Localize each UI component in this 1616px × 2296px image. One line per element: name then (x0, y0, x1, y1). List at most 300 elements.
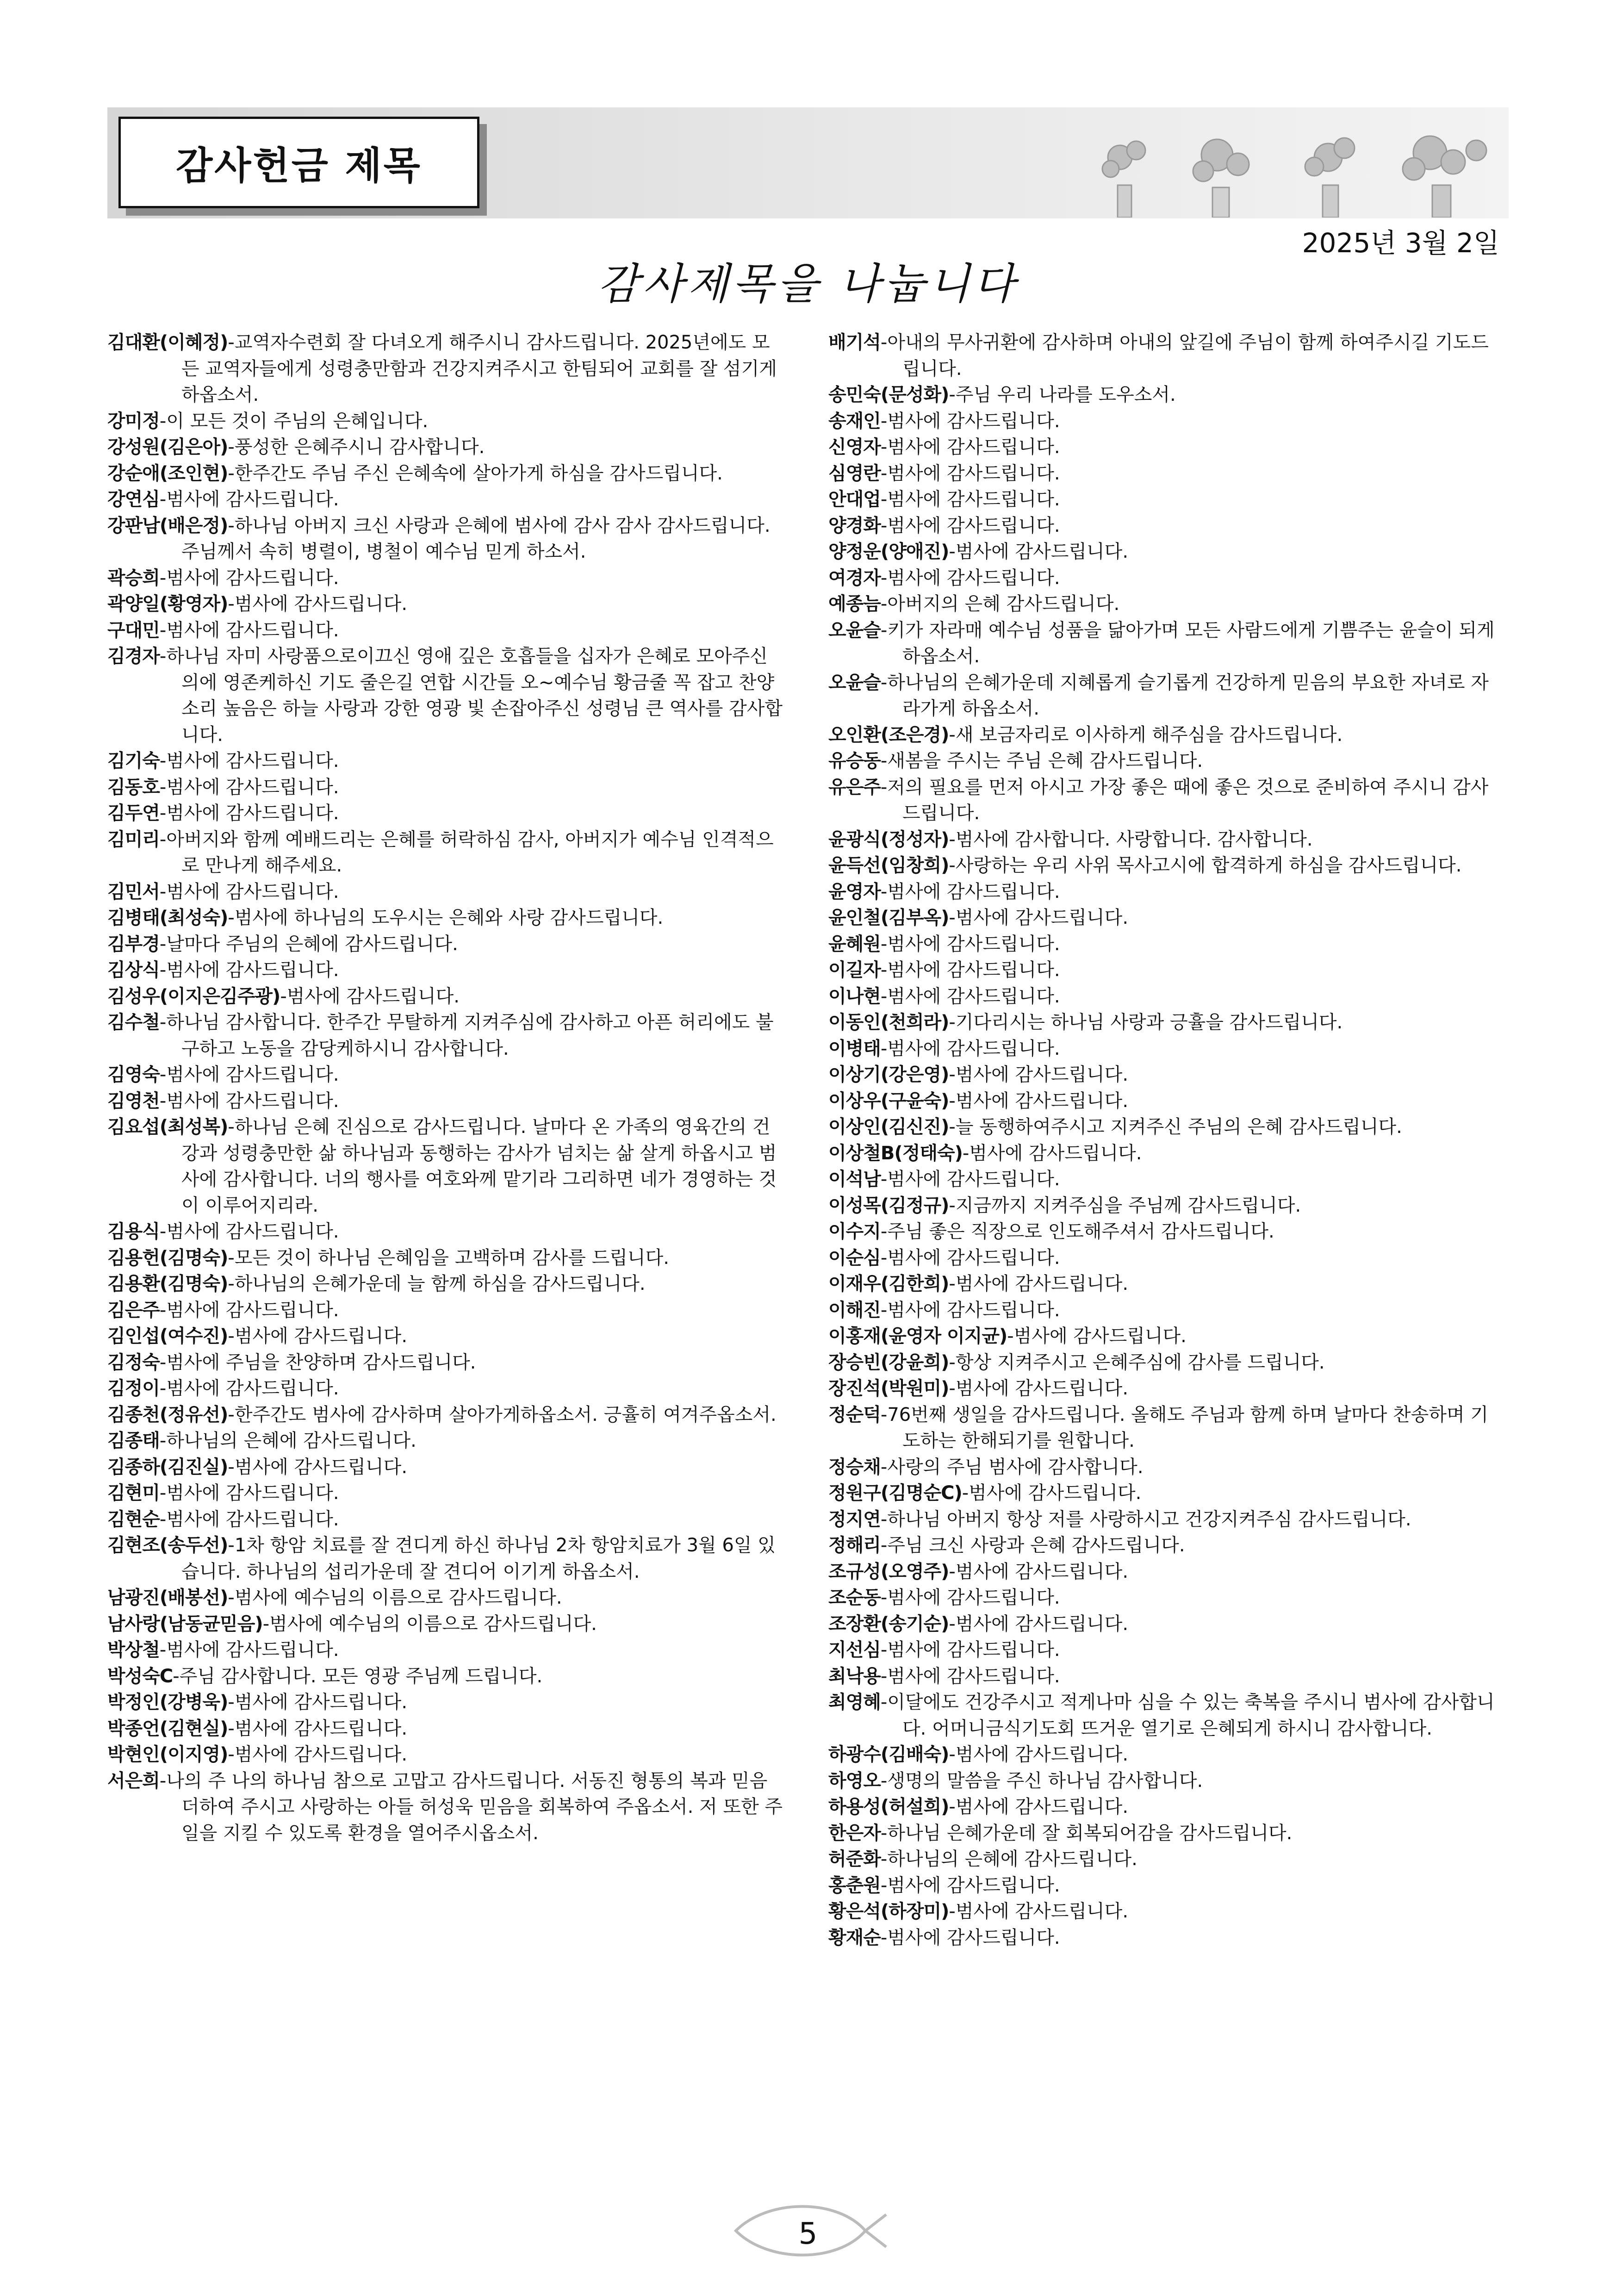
entry-text: -범사에 감사드립니다. (949, 1561, 1129, 1582)
entry-text: -지금까지 지켜주심을 주님께 감사드립니다. (949, 1195, 1301, 1216)
prayer-entry (107, 1742, 788, 1768)
entry-name: 양경화 (828, 515, 881, 536)
entry-name: 홍춘원 (828, 1874, 881, 1896)
entry-text: -키가 자라매 예수님 성품을 닮아가며 모든 사람드에게 기쁨주는 윤슬이 되게 하옵소서. (880, 619, 1495, 667)
right-column (828, 330, 1499, 1951)
entry-name: 황재순 (828, 1927, 881, 1948)
entry-name: 한은자 (828, 1822, 881, 1844)
entry-text: -주님 좋은 직장으로 인도해주셔서 감사드립니다. (880, 1221, 1274, 1242)
entry-text: -저의 필요를 먼저 아시고 가장 좋은 때에 좋은 것으로 준비하여 주시니 감사드립니다. (880, 776, 1489, 824)
entry-name: 이상우(구윤숙) (828, 1090, 949, 1112)
entry-text: -1차 항암 치료를 잘 견디게 하신 하나님 2차 항암치료가 3월 6일 있습니다. 하나님의 섭리가운데 잘 견디어 이기게 하옵소서. (181, 1535, 776, 1582)
prayer-entry (828, 1506, 1499, 1533)
entry-name: 김현미 (107, 1482, 160, 1504)
entry-text: -범사에 감사드립니다. (962, 1142, 1142, 1164)
prayer-entry (828, 1925, 1499, 1951)
entry-text: -범사에 감사드립니다. (949, 1273, 1129, 1294)
entry-name: 윤영자 (828, 881, 881, 902)
entry-name: 김은주 (107, 1299, 160, 1321)
entry-text: -사랑하는 우리 사위 목사고시에 합격하게 하심을 감사드립니다. (949, 855, 1462, 876)
entry-name: 남사랑(남동균믿음) (107, 1613, 263, 1635)
entry-name: 남광진(배봉선) (107, 1587, 228, 1608)
prayer-entry (107, 434, 788, 460)
entry-text: -하나님 감사합니다. 한주간 무탈하게 지켜주심에 감사하고 아픈 허리에도 불구하고 노동을 감당케하시니 감사합니다. (159, 1012, 774, 1059)
title-box (118, 117, 479, 208)
entry-text: -범사에 감사드립니다. (880, 1639, 1060, 1661)
entry-name: 강판남(배은정) (107, 515, 228, 536)
entry-text: -범사에 감사드립니다. (880, 985, 1060, 1007)
entry-text: -범사에 감사드립니다. (1007, 1325, 1187, 1347)
entry-name: 서은희 (107, 1770, 160, 1792)
prayer-entry (107, 565, 788, 591)
entry-name: 조순동 (828, 1587, 881, 1608)
prayer-entry (107, 1663, 788, 1690)
entry-name: 김경자 (107, 646, 160, 667)
page-title: 감사헌금 제목 (176, 143, 422, 188)
prayer-entry (828, 1480, 1499, 1506)
prayer-entry (107, 1689, 788, 1716)
entry-text: -한주간도 주님 주신 은혜속에 살아가게 하심을 감사드립니다. (228, 462, 723, 484)
prayer-entry (828, 1611, 1499, 1637)
prayer-entry (828, 852, 1499, 879)
prayer-entry (107, 1428, 788, 1454)
prayer-entry (828, 1088, 1499, 1114)
prayer-entry (828, 617, 1499, 670)
entry-name: 곽승희 (107, 567, 160, 589)
entry-text: -범사에 감사드립니다. (880, 515, 1060, 536)
entry-text: -범사에 감사드립니다. (228, 1325, 408, 1347)
entry-text: -기다리시는 하나님 사랑과 긍휼을 감사드립니다. (949, 1012, 1343, 1033)
entry-name: 이병태 (828, 1038, 881, 1059)
prayer-entry (107, 1297, 788, 1324)
prayer-entry (828, 1350, 1499, 1376)
prayer-entry (828, 565, 1499, 591)
entry-name: 최낙용 (828, 1665, 881, 1687)
prayer-entry (107, 1506, 788, 1533)
entry-name: 유승동 (828, 750, 881, 772)
prayer-entry (828, 1689, 1499, 1742)
prayer-entry (107, 1716, 788, 1742)
prayer-entry (107, 983, 788, 1010)
prayer-entry (107, 1454, 788, 1481)
entry-name: 이길자 (828, 959, 881, 981)
prayer-entry (107, 1532, 788, 1585)
entry-text: -범사에 감사드립니다. (228, 1692, 408, 1713)
entry-name: 윤혜원 (828, 933, 881, 955)
entry-name: 김성우(이지은김주광) (107, 985, 280, 1007)
entry-text: -아내의 무사귀환에 감사하며 아내의 앞길에 주님이 함께 하여주시길 기도드립니다. (880, 332, 1489, 380)
prayer-entry (828, 1062, 1499, 1088)
entry-name: 김민서 (107, 881, 160, 902)
entry-text: -주님 감사합니다. 모든 영광 주님께 드립니다. (173, 1665, 543, 1687)
entry-name: 곽양일(황영자) (107, 593, 228, 615)
prayer-entry (107, 905, 788, 931)
entry-text: -범사에 감사드립니다. (228, 1456, 408, 1478)
prayer-entry (107, 931, 788, 958)
entry-name: 송민숙(문성화) (828, 384, 949, 405)
entry-text: -항상 지켜주시고 은혜주심에 감사를 드립니다. (949, 1351, 1325, 1373)
prayer-entry (828, 486, 1499, 513)
entry-name: 김종하(김진실) (107, 1456, 228, 1478)
prayer-entry (107, 1245, 788, 1271)
entry-name: 허준화 (828, 1848, 881, 1870)
entry-name: 황은석(하장미) (828, 1901, 949, 1922)
entry-name: 김정이 (107, 1378, 160, 1399)
prayer-entry (828, 1297, 1499, 1324)
entry-text: -풍성한 은혜주시니 감사합니다. (228, 436, 485, 458)
prayer-entry (107, 1088, 788, 1114)
entry-name: 장진석(박원미) (828, 1378, 949, 1399)
prayer-entry (828, 722, 1499, 748)
prayer-entry (828, 1794, 1499, 1820)
prayer-entry (828, 931, 1499, 958)
entry-name: 오인환(조은경) (828, 724, 949, 746)
prayer-entry (107, 460, 788, 487)
entry-name: 지선심 (828, 1639, 881, 1661)
entry-text: -범사에 감사드립니다. (880, 1665, 1060, 1687)
entry-text: -범사에 감사드립니다. (949, 1064, 1129, 1085)
prayer-entry (828, 1219, 1499, 1245)
entry-name: 이수지 (828, 1221, 881, 1242)
entry-text: -하나님 자미 사랑품으로이끄신 영애 깊은 호흡들을 십자가 은혜로 모아주신 의에 영존케하신 기도 줄은길 연합 시간들 오~예수님 황금줄 꼭 잡고 찬양소리 높음은 하늘 사랑과 강한 영광 빛 손잡아주신 성령님 큰 역사를 감사합니다. (159, 646, 783, 746)
entry-name: 오윤슬 (828, 672, 881, 693)
prayer-entry (828, 1166, 1499, 1193)
entry-text: -범사에 감사드립니다. (159, 803, 339, 824)
entry-text: -범사에 감사드립니다. (159, 1221, 339, 1242)
prayer-entry (828, 1193, 1499, 1219)
entry-name: 양정운(양애진) (828, 541, 949, 562)
entry-name: 강성원(김은아) (107, 436, 228, 458)
prayer-entry (828, 1323, 1499, 1350)
entry-name: 김영숙 (107, 1064, 160, 1085)
entry-name: 김현조(송두선) (107, 1535, 228, 1556)
entry-name: 최영혜 (828, 1692, 881, 1713)
prayer-entry (828, 591, 1499, 617)
entry-text: -범사에 감사드립니다. (159, 619, 339, 641)
prayer-entry (828, 957, 1499, 983)
entry-name: 김동호 (107, 776, 160, 798)
page-number: 5 (798, 2217, 818, 2251)
entry-name: 오윤슬 (828, 619, 881, 641)
entry-text: -범사에 감사드립니다. (880, 1587, 1060, 1608)
entry-text: -교역자수련회 잘 다녀오게 해주시니 감사드립니다. 2025년에도 모든 교역자들에게 성령충만함과 건강지켜주시고 한팀되어 교회를 잘 섬기게 하옵소서. (181, 332, 777, 405)
prayer-entry (107, 1009, 788, 1062)
prayer-entry (107, 1350, 788, 1376)
prayer-entry (107, 1611, 788, 1637)
entry-text: -범사에 하나님의 도우시는 은혜와 사랑 감사드립니다. (228, 907, 664, 928)
entry-name: 정원구(김명순C) (828, 1482, 962, 1504)
entry-text: -범사에 감사드립니다. (949, 1796, 1129, 1817)
entry-name: 조규성(오영주) (828, 1561, 949, 1582)
entry-name: 여경자 (828, 567, 881, 589)
entry-name: 심영란 (828, 462, 881, 484)
entry-name: 신영자 (828, 436, 881, 458)
entry-name: 유은주 (828, 776, 881, 798)
entry-name: 김요섭(최성복) (107, 1116, 228, 1138)
entry-name: 김인섭(여수진) (107, 1325, 228, 1347)
entry-text: -범사에 감사드립니다. (159, 881, 339, 902)
entry-text: -늘 동행하여주시고 지켜주신 주님의 은혜 감사드립니다. (949, 1116, 1402, 1138)
entry-name: 예종늠 (828, 593, 881, 615)
entry-name: 이상인(김신진) (828, 1116, 949, 1138)
section-subtitle: 감사제목을 나눕니다 (597, 259, 1019, 309)
flower-vases-decoration (1078, 130, 1509, 218)
prayer-entry (107, 513, 788, 565)
entry-text: -범사에 감사드립니다. (159, 959, 339, 981)
entry-text: -범사에 감사드립니다. (949, 1613, 1129, 1635)
entry-name: 정승채 (828, 1456, 881, 1478)
entry-name: 이해진 (828, 1299, 881, 1321)
entry-name: 정지연 (828, 1508, 881, 1530)
prayer-entry (828, 434, 1499, 460)
entry-text: -범사에 감사드립니다. (159, 1064, 339, 1085)
prayer-entry (107, 1114, 788, 1219)
entry-name: 강미정 (107, 410, 160, 432)
entry-text: -아버지와 함께 예배드리는 은혜를 허락하심 감사, 아버지가 예수님 인격적으로 만나게 해주세요. (159, 828, 774, 876)
prayer-entry (828, 905, 1499, 931)
prayer-entry (107, 1402, 788, 1428)
entry-name: 윤광식(정성자) (828, 828, 949, 850)
prayer-entry (828, 827, 1499, 853)
issue-date: 2025년 3월 2일 (1302, 227, 1499, 259)
entry-text: -하나님 아버지 크신 사랑과 은혜에 범사에 감사 감사 감사드립니다. 주님께서 속히 병렬이, 병철이 예수님 믿게 하소서. (181, 515, 771, 562)
entry-text: -범사에 감사드립니다. (880, 1874, 1060, 1896)
prayer-entry (828, 1846, 1499, 1873)
entry-name: 이나현 (828, 985, 881, 1007)
entry-text: -하나님 은혜가운데 잘 회복되어감을 감사드립니다. (880, 1822, 1293, 1844)
entry-text: -하나님의 은혜에 감사드립니다. (159, 1430, 416, 1451)
prayer-entry (107, 748, 788, 774)
entry-text: -범사에 감사합니다. 사랑합니다. 감사합니다. (949, 828, 1313, 850)
entry-name: 박현인(이지영) (107, 1744, 228, 1765)
prayer-entry (828, 670, 1499, 722)
prayer-entry (107, 1480, 788, 1506)
entry-text: -범사에 감사드립니다. (228, 593, 408, 615)
prayer-entry (107, 1323, 788, 1350)
prayer-entry (828, 1873, 1499, 1899)
prayer-entry (107, 827, 788, 879)
entry-name: 김대환(이혜정) (107, 332, 228, 353)
entry-text: -범사에 감사드립니다. (949, 1090, 1129, 1112)
entry-name: 박상철 (107, 1639, 160, 1661)
entry-text: -이 모든 것이 주님의 은혜입니다. (159, 410, 429, 432)
prayer-entry (828, 1454, 1499, 1481)
prayer-entry (828, 1245, 1499, 1271)
prayer-entry (107, 408, 788, 435)
entry-name: 김두연 (107, 803, 160, 824)
prayer-entry (828, 408, 1499, 435)
entry-text: -범사에 감사드립니다. (159, 1508, 339, 1530)
prayer-entry (828, 983, 1499, 1010)
entry-text: -범사에 감사드립니다. (159, 489, 339, 510)
entry-text: -범사에 예수님의 이름으로 감사드립니다. (228, 1587, 562, 1608)
entry-text: -범사에 감사드립니다. (949, 541, 1129, 562)
entry-text: -범사에 감사드립니다. (880, 436, 1060, 458)
entry-text: -주님 우리 나라를 도우소서. (949, 384, 1176, 405)
prayer-entry (107, 1768, 788, 1847)
entry-name: 하광수(김배숙) (828, 1744, 949, 1765)
entry-text: -범사에 감사드립니다. (159, 1378, 339, 1399)
entry-text: -범사에 감사드립니다. (880, 1038, 1060, 1059)
entry-name: 김기숙 (107, 750, 160, 772)
prayer-entry (828, 330, 1499, 382)
prayer-entry (828, 748, 1499, 774)
entry-name: 김종천(정유선) (107, 1404, 228, 1425)
entry-name: 이석남 (828, 1169, 881, 1190)
prayer-entry (828, 1114, 1499, 1140)
entry-name: 김부경 (107, 933, 160, 955)
entry-text: -범사에 감사드립니다. (949, 1744, 1129, 1765)
entry-name: 정해리 (828, 1535, 881, 1556)
entry-text: -하나님 아버지 항상 저를 사랑하시고 건강지켜주심 감사드립니다. (880, 1508, 1411, 1530)
left-column (107, 330, 788, 1846)
entry-text: -범사에 감사드립니다. (880, 1927, 1060, 1948)
entry-text: -범사에 감사드립니다. (880, 959, 1060, 981)
entry-name: 이홍재(윤영자 이지균) (828, 1325, 1007, 1347)
prayer-entry (828, 1742, 1499, 1768)
entry-name: 강순애(조인현) (107, 462, 228, 484)
prayer-entry (828, 1637, 1499, 1663)
entry-name: 김용환(김명숙) (107, 1273, 228, 1294)
entry-text: -범사에 감사드립니다. (962, 1482, 1142, 1504)
prayer-entry (107, 486, 788, 513)
entry-text: -범사에 감사드립니다. (159, 750, 339, 772)
entry-text: -범사에 감사드립니다. (228, 1744, 408, 1765)
entry-name: 김영천 (107, 1090, 160, 1112)
prayer-entry (107, 330, 788, 408)
entry-text: -범사에 감사드립니다. (880, 489, 1060, 510)
prayer-entry (107, 1219, 788, 1245)
entry-name: 이성목(김정규) (828, 1195, 949, 1216)
entry-text: -범사에 감사드립니다. (159, 1090, 339, 1112)
entry-text: -새 보금자리로 이사하게 해주심을 감사드립니다. (949, 724, 1343, 746)
entry-text: -사랑의 주님 범사에 감사합니다. (880, 1456, 1144, 1478)
entry-text: -범사에 감사드립니다. (880, 1299, 1060, 1321)
entry-name: 이상철B(정태숙) (828, 1142, 963, 1164)
prayer-entry (828, 1898, 1499, 1925)
entry-text: -범사에 감사드립니다. (880, 933, 1060, 955)
entry-text: -나의 주 나의 하나님 참으로 고맙고 감사드립니다. 서동진 형통의 복과 믿음 더하여 주시고 사랑하는 아들 허성욱 믿음을 회복하여 주옵소서. 저 또한 주일을 지킬 수 있도록 환경을 열어주시옵소서. (159, 1770, 783, 1844)
prayer-entry (828, 774, 1499, 827)
prayer-entry (828, 1140, 1499, 1167)
entry-text: -범사에 감사드립니다. (949, 1901, 1129, 1922)
entry-text: -범사에 감사드립니다. (159, 1299, 339, 1321)
entry-text: -주님 크신 사랑과 은혜 감사드립니다. (880, 1535, 1185, 1556)
entry-name: 송재인 (828, 410, 881, 432)
entry-name: 김상식 (107, 959, 160, 981)
prayer-entry (828, 1768, 1499, 1794)
prayer-entry (107, 1271, 788, 1297)
prayer-entry (828, 1009, 1499, 1036)
prayer-entry (828, 460, 1499, 487)
entry-name: 이재우(김한희) (828, 1273, 949, 1294)
entry-text: -하나님 은혜 진심으로 감사드립니다. 날마다 온 가족의 영육간의 건강과 성령충만한 삶 하나님과 동행하는 감사가 넘치는 삶 살게 하옵시고 범사에 감사합니다. 너의 행사를 여호와께 맡기라 그리하면 네가 경영하는 것이 이루어지리라. (181, 1116, 777, 1216)
entry-text: -범사에 감사드립니다. (949, 1378, 1129, 1399)
prayer-entry (828, 1663, 1499, 1690)
prayer-entry (828, 1375, 1499, 1402)
prayer-entry (107, 643, 788, 748)
entry-text: -범사에 감사드립니다. (159, 1482, 339, 1504)
prayer-entry (828, 1585, 1499, 1611)
prayer-entry (828, 1271, 1499, 1297)
prayer-entry (828, 1402, 1499, 1454)
prayer-entry (828, 1820, 1499, 1847)
entry-name: 구대민 (107, 619, 160, 641)
entry-name: 하용성(허설희) (828, 1796, 949, 1817)
prayer-entry (107, 591, 788, 617)
entry-name: 윤인철(김부옥) (828, 907, 949, 928)
prayer-entry (107, 1062, 788, 1088)
entry-name: 김병태(최성숙) (107, 907, 228, 928)
prayer-entry (828, 539, 1499, 565)
entry-name: 김종태 (107, 1430, 160, 1451)
entry-name: 하영오 (828, 1770, 881, 1792)
prayer-entry (107, 957, 788, 983)
prayer-entry (107, 774, 788, 801)
entry-text: -한주간도 범사에 감사하며 살아가게하옵소서. 긍휼히 여겨주옵소서. (228, 1404, 777, 1425)
entry-text: -범사에 감사드립니다. (880, 410, 1060, 432)
entry-text: -범사에 감사드립니다. (880, 1247, 1060, 1269)
entry-text: -범사에 주님을 찬양하며 감사드립니다. (159, 1351, 476, 1373)
entry-text: -범사에 감사드립니다. (880, 881, 1060, 902)
entry-name: 이동인(천희라) (828, 1012, 949, 1033)
entry-name: 강연심 (107, 489, 160, 510)
entry-text: -하나님의 은혜에 감사드립니다. (880, 1848, 1137, 1870)
entry-name: 장승빈(강윤희) (828, 1351, 949, 1373)
entry-name: 정순덕 (828, 1404, 881, 1425)
entry-name: 박성숙C (107, 1665, 173, 1687)
prayer-entry (107, 1637, 788, 1663)
entry-name: 김정숙 (107, 1351, 160, 1373)
entry-text: -아버지의 은혜 감사드립니다. (880, 593, 1120, 615)
entry-text: -생명의 말씀을 주신 하나님 감사합니다. (880, 1770, 1203, 1792)
entry-text: -모든 것이 하나님 은혜임을 고백하며 감사를 드립니다. (228, 1247, 669, 1269)
prayer-entry (828, 1532, 1499, 1559)
entry-name: 박종언(김현실) (107, 1717, 228, 1739)
prayer-entry (828, 1559, 1499, 1585)
entry-name: 안대업 (828, 489, 881, 510)
prayer-entry (107, 1585, 788, 1611)
prayer-entry (107, 879, 788, 905)
entry-name: 김수철 (107, 1012, 160, 1033)
entry-text: -새봄을 주시는 주님 은혜 감사드립니다. (880, 750, 1203, 772)
entry-text: -범사에 감사드립니다. (159, 776, 339, 798)
entry-name: 조장환(송기순) (828, 1613, 949, 1635)
entry-text: -이달에도 건강주시고 적게나마 심을 수 있는 축복을 주시니 범사에 감사합니다. 어머니금식기도회 뜨거운 열기로 은혜되게 하시니 감사합니다. (880, 1692, 1495, 1739)
entry-name: 배기석 (828, 332, 881, 353)
entry-text: -범사에 예수님의 이름으로 감사드립니다. (262, 1613, 597, 1635)
prayer-entry (107, 617, 788, 644)
prayer-entry (107, 1375, 788, 1402)
entry-text: -범사에 감사드립니다. (880, 462, 1060, 484)
entry-text: -범사에 감사드립니다. (880, 567, 1060, 589)
prayer-entry (828, 1036, 1499, 1062)
entry-text: -범사에 감사드립니다. (228, 1717, 408, 1739)
entry-text: -범사에 감사드립니다. (949, 907, 1129, 928)
entry-name: 김미리 (107, 828, 160, 850)
entry-name: 박정인(강병욱) (107, 1692, 228, 1713)
entry-text: -날마다 주님의 은혜에 감사드립니다. (159, 933, 458, 955)
entry-text: -범사에 감사드립니다. (159, 1639, 339, 1661)
entry-name: 이순심 (828, 1247, 881, 1269)
prayer-entry (828, 879, 1499, 905)
prayer-entry (828, 382, 1499, 408)
entry-name: 윤득선(임창희) (828, 855, 949, 876)
entry-text: -범사에 감사드립니다. (280, 985, 460, 1007)
entry-name: 김용헌(김명숙) (107, 1247, 228, 1269)
entry-name: 이상기(강은영) (828, 1064, 949, 1085)
entry-text: -범사에 감사드립니다. (159, 567, 339, 589)
